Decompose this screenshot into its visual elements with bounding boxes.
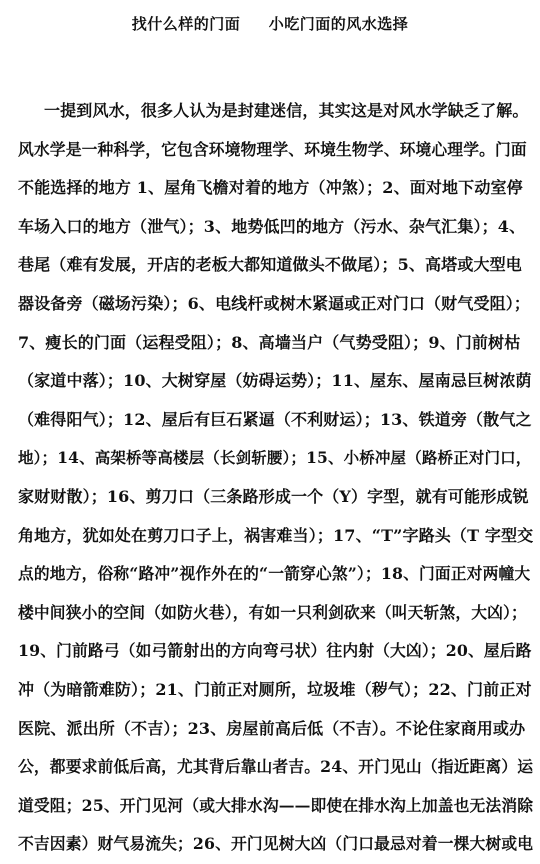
paragraph-line: 一提到风水，很多人认为是封建迷信，其实这是对风水学缺乏了解。 xyxy=(44,101,529,120)
paragraph-line: （家道中落）；10、大树穿屋（妨碍运势）；11、屋东、屋南忌巨树浓荫 xyxy=(18,371,532,391)
paragraph-line: 不吉因素）财气易流失；26、开门见树大凶（门口最忌对着一棵大树或电 xyxy=(18,834,534,854)
paragraph-line: 角地方，犹如处在剪刀口子上，祸害难当）；17、“T”字路头（T 字型交 xyxy=(18,525,534,545)
paragraph-line: 家财财散）；16、剪刀口（三条路形成一个（Y）字型，就有可能形成锐 xyxy=(18,486,529,506)
paragraph-line: 不能选择的地方 1、屋角飞檐对着的地方（冲煞）；2、面对地下动室停 xyxy=(18,178,523,198)
paragraph-line: 医院、派出所（不吉）；23、房屋前高后低（不吉）。不论住家商用或办 xyxy=(18,718,526,738)
paragraph-line: 巷尾（难有发展，开店的老板大都知道做头不做尾）；5、高塔或大型电 xyxy=(18,255,522,275)
document-body xyxy=(18,92,534,864)
paragraph-line: 7、瘦长的门面（运程受阻）；8、高墙当户（气势受阻）；9、门前树枯 xyxy=(18,332,521,352)
paragraph-line: 地）；14、高架桥等高楼层（长剑斩腰）；15、小桥冲屋（路桥正对门口， xyxy=(18,448,532,468)
paragraph-line: 公，都要求前低后高，尤其背后靠山者吉。24、开门见山（指近距离）运 xyxy=(18,757,534,777)
paragraph-line: 风水学是一种科学，它包含环境物理学、环境生物学、环境心理学。门面 xyxy=(18,139,527,159)
paragraph-line: 点的地方，俗称“路冲”视作外在的“一箭穿心煞”）；18、门面正对两幢大 xyxy=(18,564,531,584)
paragraph-line: （难得阳气）；12、屋后有巨石紧逼（不利财运）；13、铁道旁（散气之 xyxy=(18,409,532,429)
paragraph-line: 道受阻；25、开门见河（或大排水沟——即使在排水沟上加盖也无法消除 xyxy=(18,795,534,815)
paragraph-line: 器设备旁（磁场污染）；6、电线杆或树木紧逼或正对门口（财气受阻）； xyxy=(18,293,531,313)
paragraph-line: 冲（为暗箭难防）；21、门前正对厕所，垃圾堆（秽气）；22、门前正对 xyxy=(18,679,532,699)
paragraph-line: 车场入口的地方（泄气）；3、地势低凹的地方（污水、杂气汇集）；4、 xyxy=(18,216,526,236)
paragraph-line: 19、门前路弓（如弓箭射出的方向弯弓状）往内射（大凶）；20、屋后路 xyxy=(18,641,532,661)
document-title: 找什么样的门面 小吃门面的风水选择 xyxy=(131,15,409,33)
paragraph-line: 楼中间狭小的空间（如防火巷），有如一只利剑砍来（叫天斩煞，大凶）； xyxy=(18,602,527,622)
